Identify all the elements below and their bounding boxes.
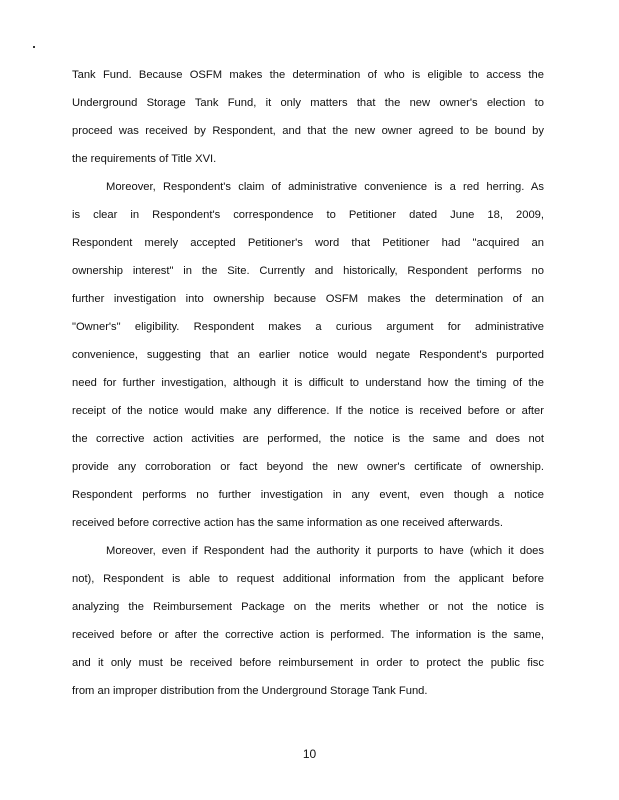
text-line: provide any corroboration or fact beyond the new owner's certificate of ownership. xyxy=(72,461,544,473)
text-line: the requirements of Title XVI. xyxy=(72,153,217,165)
text-line: Respondent merely accepted Petitioner's word that Petitioner had "acquired an xyxy=(72,237,544,249)
text-line: proceed was received by Respondent, and that the new owner agreed to be bound by xyxy=(72,125,544,137)
text-line: Respondent performs no further investigation in any event, even though a notice xyxy=(72,489,544,501)
text-line: analyzing the Reimbursement Package on the merits whether or not the notice is xyxy=(72,601,544,613)
text-line: Underground Storage Tank Fund, it only matters that the new owner's election to xyxy=(72,97,544,109)
text-line: receipt of the notice would make any difference. If the notice is received before or after xyxy=(72,405,544,417)
text-line: ownership interest" in the Site. Currently and historically, Respondent performs no xyxy=(72,265,544,277)
page-number: 10 xyxy=(302,747,317,761)
text-line: is clear in Respondent's correspondence to Petitioner dated June 18, 2009, xyxy=(72,209,544,221)
paragraph-first-line: Moreover, even if Respondent had the authority it purports to have (which it does xyxy=(106,545,544,557)
text-line: from an improper distribution from the Underground Storage Tank Fund. xyxy=(72,685,428,697)
scan-speck xyxy=(33,46,35,48)
paragraph-first-line: Moreover, Respondent's claim of administrative convenience is a red herring. As xyxy=(106,181,544,193)
text-line: "Owner's" eligibility. Respondent makes a curious argument for administrative xyxy=(72,321,544,333)
text-line: Tank Fund. Because OSFM makes the determination of who is eligible to access the xyxy=(72,69,544,81)
text-line: the corrective action activities are performed, the notice is the same and does not xyxy=(72,433,544,445)
text-line: convenience, suggesting that an earlier notice would negate Respondent's purported xyxy=(72,349,544,361)
text-line: not), Respondent is able to request additional information from the applicant before xyxy=(72,573,544,585)
text-line: received before or after the corrective action is performed. The information is the same, xyxy=(72,629,544,641)
text-line: need for further investigation, although it is difficult to understand how the timing of the xyxy=(72,377,544,389)
text-line: and it only must be received before reimbursement in order to protect the public fisc xyxy=(72,657,544,669)
text-line: received before corrective action has the same information as one received afterwards. xyxy=(72,517,503,529)
text-line: further investigation into ownership because OSFM makes the determination of an xyxy=(72,293,544,305)
